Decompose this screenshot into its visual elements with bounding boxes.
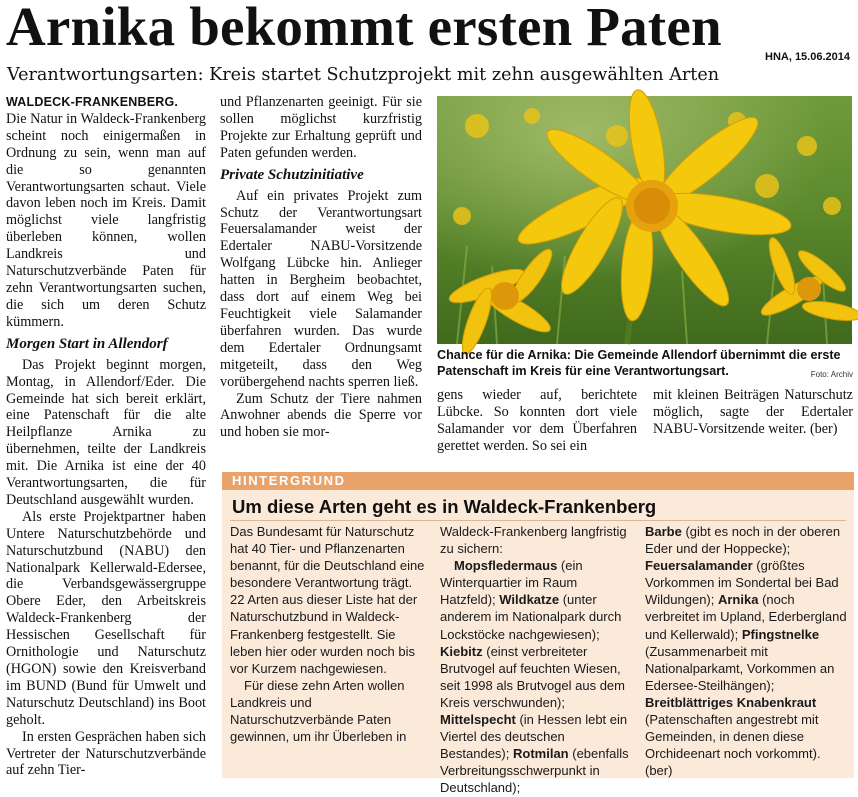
paragraph: Waldeck-Frankenberg langfristig zu sichern:	[440, 524, 627, 557]
species-note: (unter anderem im Nationalpark durch Lockstöcke nachgewiesen);	[440, 592, 622, 642]
species-note: (noch verbreitet im Upland, Ederbergland und Kellerwald);	[645, 592, 847, 642]
species-name: Arnika	[717, 592, 759, 608]
dateline: WALDECK-FRANKENBERG.	[6, 95, 179, 109]
article-column-4: mit kleinen Beiträgen Naturschutz möglich, sagte der Edertaler NABU-Vorsitzende weiter. (ber)	[653, 387, 853, 437]
species-note: (gibt es noch in der oberen Eder und der Hoppecke);	[645, 524, 841, 557]
background-tag-label: HINTERGRUND	[232, 473, 346, 488]
species-name: Kiebitz	[440, 643, 483, 659]
article-column-3: gens wieder auf, berichtete Lübcke. So konnten dort viele Salamander vor dem Überfahren gerettet werden. So sei ein	[437, 387, 637, 454]
species-name: Breitblättriges Knabenkraut	[645, 694, 817, 710]
background-column-2	[440, 523, 636, 797]
species-note: (ein Winterquartier im Raum Hatzfeld);	[440, 558, 583, 608]
background-column-1	[230, 523, 428, 745]
species-name: Wildkatze	[499, 592, 560, 608]
article-column-1	[6, 94, 206, 779]
paragraph: Das Projekt beginnt morgen, Montag, in Allendorf/Eder. Die Gemeinde hat sich bereit erklärt, eine Patenschaft für die alte Heilpflanze Arnika zu übernehmen, teilte der Landkreis mit. Die Arnika ist eine der 40 Verantwortungsarten, die für Deutschland ausgewählt wurden.	[6, 356, 206, 508]
species-name: Barbe	[645, 524, 682, 539]
paragraph: Zum Schutz der Tiere nahmen Anwohner abends die Sperre vor und hoben sie mor-	[220, 390, 422, 441]
species-note: (Zusammenarbeit mit Nationalparkamt, Vorkommen an Edersee-Steilhängen);	[645, 643, 835, 693]
headline: Arnika bekommt ersten Paten	[6, 0, 722, 57]
paragraph: Auf ein privates Projekt zum Schutz der Verantwortungsart Feuersalamander weist der Edertaler NABU-Vorsitzende Wolfgang Lübcke hin. Anlieger hatten in Bergheim beobachtet, dass dort auf einem Weg bei Feuchtigkeit viele Salamander überfahren wurden. Das wurde dem Edertaler Ordnungsamt mitgeteilt, dass den Weg vorübergehend nachts sperren ließ.	[220, 187, 422, 390]
species-name: Mopsfledermaus	[454, 558, 558, 574]
species-list	[645, 523, 849, 779]
species-name: Rotmilan	[513, 746, 569, 762]
species-note: (in Hessen lebt ein Viertel des deutschen Bestandes);	[440, 712, 628, 762]
paragraph: Für diese zehn Arten wollen Landkreis und Naturschutzverbände Paten gewinnen, um ihr Überleben in	[230, 677, 407, 745]
arnica-flower-photo	[437, 96, 852, 344]
species-note: (Patenschaften angestrebt mit Gemeinden, in denen diese Orchideenart noch vorkommt). (ber)	[645, 712, 821, 779]
subheading-allendorf: Morgen Start in Allendorf	[6, 335, 168, 352]
species-name: Pfingstnelke	[741, 626, 820, 642]
subheadline: Verantwortungsarten: Kreis startet Schutzprojekt mit zehn ausgewählten Arten	[7, 65, 720, 85]
photo-caption	[437, 347, 853, 383]
caption-text: Chance für die Arnika: Die Gemeinde Allendorf übernimmt die erste Patenschaft im Kreis für eine Verantwortungsart.	[437, 348, 841, 378]
source-date: HNA, 15.06.2014	[765, 51, 850, 63]
photo-credit: Foto: Archiv	[810, 370, 853, 379]
divider	[230, 520, 846, 521]
species-name: Mittelspecht	[440, 712, 516, 728]
species-note: (größtes Vorkommen im Sondertal bei Bad Wildungen);	[645, 558, 839, 608]
species-list	[440, 557, 636, 796]
species-name: Feuersalamander	[645, 558, 753, 574]
species-note: (einst verbreiteter Brutvogel auf feuchten Wiesen, seit 1998 als Brutvogel aus dem Kreis verschwunden);	[440, 643, 625, 710]
paragraph: Als erste Projektpartner haben Untere Naturschutzbehörde und Naturschutzbund (NABU) den Nationalpark Kellerwald-Edersee, die Verbandsgewässergruppe Obere Eder, den Arbeitskreis Waldeck-Frankenberg der Hessischen Gesellschaft für Ornithologie und Naturschutz (HGON) sowie den Kreisverband im BUND (Bund für Umwelt und Naturschutz Deutschland) ins Boot geholt.	[6, 508, 206, 728]
background-box	[222, 472, 854, 796]
intro-paragraph	[6, 94, 206, 331]
paragraph: In ersten Gesprächen haben sich Vertreter der Naturschutzverbände auf zehn Tier-	[6, 728, 206, 779]
subheading-private: Private Schutzinitiative	[220, 166, 364, 183]
paragraph: und Pflanzenarten geeinigt. Für sie sollen möglichst kurzfristig Projekte zur Erhaltung geprüft und Paten gefunden werden.	[220, 94, 422, 161]
article-column-2	[220, 94, 422, 441]
background-title: Um diese Arten geht es in Waldeck-Frankenberg	[232, 496, 657, 517]
background-tag	[222, 472, 854, 490]
species-note: (ebenfalls Verbreitungsschwerpunkt in Deutschland);	[440, 746, 629, 796]
background-column-3	[645, 523, 849, 779]
paragraph: Das Bundesamt für Naturschutz hat 40 Tier- und Pflanzenarten benannt, für die Deutschland eine besondere Verantwortung trägt. 22 Arten aus dieser Liste hat der Naturschutzbund in Waldeck-Frankenberg festgestellt. Sie leben hier oder wurden noch bis vor Kurzem nachgewiesen.	[230, 524, 425, 676]
intro-text: Die Natur in Waldeck-Frankenberg scheint noch einigermaßen in Ordnung zu sein, wenn man auf die so genannten Verantwortungsarten schaut. Viele davon leben noch im Kreis. Damit möglichst viele langfristig überleben können, wollen Landkreis und Naturschutzverbände Paten für zehn Verantwortungsarten suchen, die sich um deren Schutz kümmern.	[6, 110, 206, 330]
